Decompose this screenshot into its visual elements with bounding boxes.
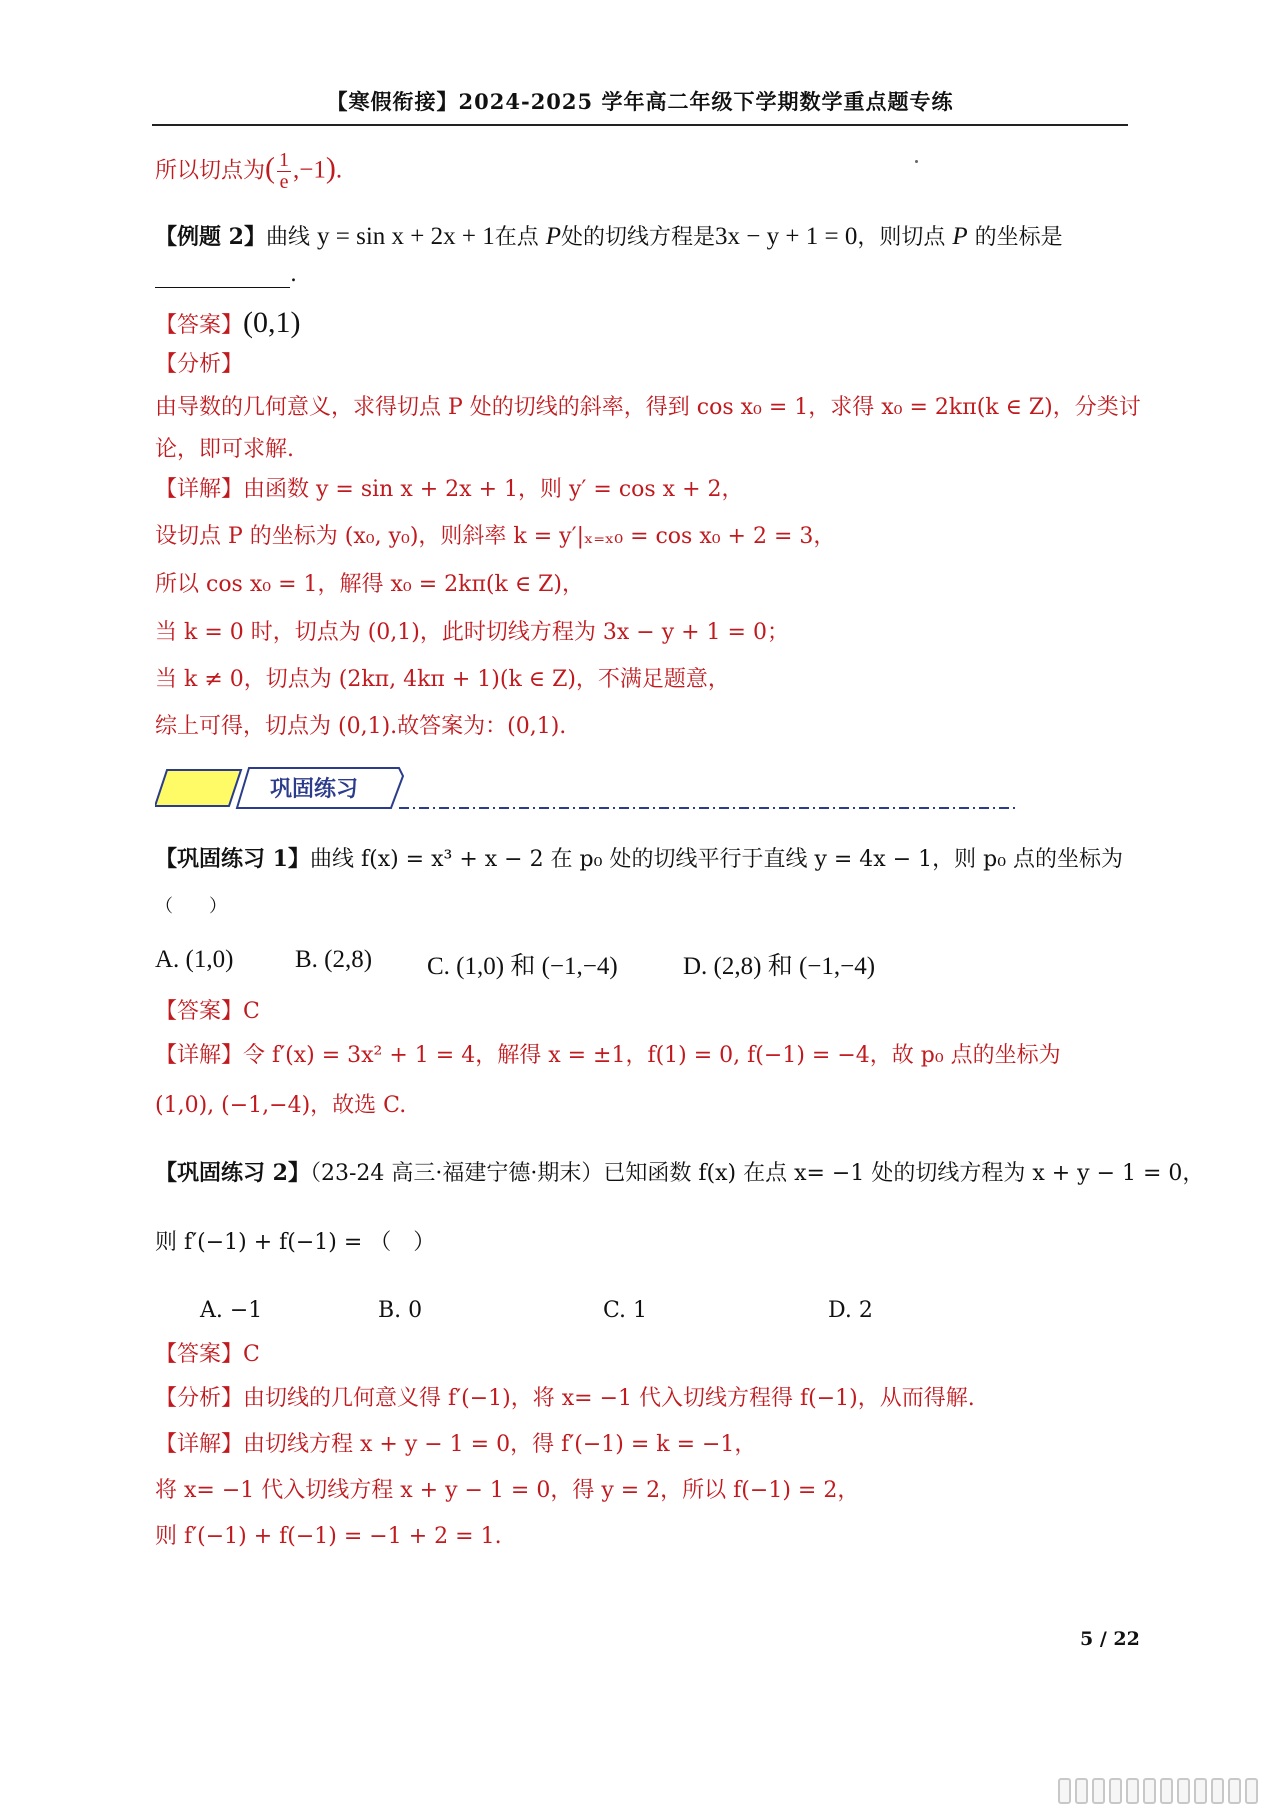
analysis-label: 【分析】 (155, 1386, 244, 1411)
practice2-answer (155, 1342, 260, 1368)
answer-blank-line: . (155, 262, 297, 288)
example2-text5: 的坐标是 (974, 225, 1063, 250)
detail-text: 由函数 y = sin x + 2x + 1，则 y′ = cos x + 2， (243, 477, 744, 502)
practice1-label: 【巩固练习 1】 (155, 846, 310, 872)
answer-value: (0,1) (243, 306, 301, 339)
fraction-numerator: 1 (279, 149, 290, 171)
practice1-detail-line2: (1,0), (−1,−4)，故选 C. (155, 1093, 407, 1118)
stray-dot (915, 160, 918, 163)
example2-analysis-label: 【分析】 (155, 352, 244, 377)
prev-conclusion-text: 所以切点为 (155, 158, 266, 184)
prev-rest: ,−1 (293, 156, 326, 184)
example2-detail-line2: 设切点 P 的坐标为 (x₀, y₀)，则斜率 k = y′|ₓ₌ₓ₀ = cos x₀ + 2 = 3， (155, 524, 836, 549)
page-header-title: 【寒假衔接】2024-2025 学年高二年级下学期数学重点题专练 (326, 89, 954, 114)
answer-value: C (243, 999, 260, 1024)
prev-conclusion: 所以切点为( $\frac{1}{e}$ ,−1). (155, 149, 343, 193)
example2-detail-line3: 所以 cos x₀ = 1，解得 x₀ = 2kπ(k ∈ Z)， (155, 572, 584, 597)
example2-label: 【例题 2】 (155, 224, 266, 250)
detail-label: 【详解】 (155, 1432, 244, 1457)
example2-answer (155, 305, 301, 341)
choice-c[interactable]: C. 1 (603, 1298, 648, 1323)
example2-detail-line6: 综上可得，切点为 (0,1).故答案为：(0,1). (155, 714, 567, 739)
example2-detail-line1 (155, 477, 744, 503)
choice-d[interactable]: D. (2,8) 和 (−1,−4) (683, 953, 876, 980)
example2-point-p-2: P (952, 223, 968, 250)
choice-c[interactable]: C. (1,0) 和 (−1,−4) (427, 953, 618, 980)
answer-label: 【答案】 (155, 1342, 244, 1367)
choice-b[interactable]: B. (2,8) (295, 946, 373, 973)
practice1-choices (155, 946, 1055, 980)
analysis-text: 由切线的几何意义得 f′(−1)，将 x= −1 代入切线方程得 f(−1)，从而得解. (243, 1386, 975, 1411)
detail-text: 由切线方程 x + y − 1 = 0，得 f′(−1) = k = −1， (243, 1432, 757, 1457)
practice2-analysis (155, 1386, 975, 1412)
section-title: 巩固练习 (270, 776, 359, 802)
answer-label: 【答案】 (155, 999, 244, 1024)
practice1-stem-text: 曲线 f(x) = x³ + x − 2 在 p₀ 处的切线平行于直线 y = 4x − 1，则 p₀ 点的坐标为 (309, 847, 1124, 872)
page-number: 5 / 22 (1080, 1628, 1140, 1650)
header-rule (152, 124, 1128, 126)
choice-a[interactable]: A. −1 (200, 1298, 263, 1323)
detail-label: 【详解】 (155, 477, 244, 502)
practice2-stem2: 则 f′(−1) + f(−1) = （ ） (155, 1230, 436, 1255)
choice-b[interactable]: B. 0 (378, 1298, 423, 1323)
section-banner (155, 762, 1015, 818)
example2-detail-line5: 当 k ≠ 0，切点为 (2kπ, 4kπ + 1)(k ∈ Z)，不满足题意， (155, 667, 730, 692)
practice1-stem (155, 846, 1123, 873)
practice1-answer (155, 999, 260, 1025)
detail-label: 【详解】 (155, 1043, 244, 1068)
example2-analysis-line1: 由导数的几何意义，求得切点 P 处的切线的斜率，得到 cos x₀ = 1，求得 x₀ = 2kπ(k ∈ Z)，分类讨 (155, 395, 1141, 420)
fraction (277, 150, 291, 193)
example2-text1: 曲线 (265, 225, 310, 250)
practice2-stem (155, 1160, 1204, 1187)
answer-label: 【答案】 (155, 313, 244, 338)
answer-blank (155, 267, 290, 288)
example2-text2: 在点 (494, 225, 539, 250)
example2-text4: ，则切点 (857, 225, 946, 250)
example2-stem (155, 222, 1063, 252)
fraction-denominator: e (279, 171, 289, 193)
choice-a[interactable]: A. (1,0) (155, 946, 234, 973)
practice2-stem-text: （23-24 高三·福建宁德·期末）已知函数 f(x) 在点 x= −1 处的切线方程为 x + y − 1 = 0， (309, 1161, 1205, 1186)
practice1-paren: （ ） (155, 896, 227, 917)
practice2-detail-line3: 则 f′(−1) + f(−1) = −1 + 2 = 1. (155, 1524, 502, 1549)
example2-eq2: 3x − y + 1 = 0 (715, 223, 858, 250)
example2-detail-line4: 当 k = 0 时，切点为 (0,1)，此时切线方程为 3x − y + 1 = 0； (155, 620, 789, 645)
practice2-choices (200, 1298, 980, 1332)
example2-analysis-line2: 论，即可求解. (155, 437, 294, 462)
watermark-bars (1058, 1770, 1258, 1804)
example2-point-p: P (545, 223, 562, 250)
detail-text: 令 f′(x) = 3x² + 1 = 4，解得 x = ±1，f(1) = 0, f(−1) = −4，故 p₀ 点的坐标为 (243, 1043, 1061, 1068)
practice2-detail-line2: 将 x= −1 代入切线方程 x + y − 1 = 0，得 y = 2，所以 f(−1) = 2， (155, 1478, 860, 1503)
choice-d[interactable]: D. 2 (828, 1298, 873, 1323)
answer-value: C (243, 1342, 260, 1367)
practice2-detail-line1 (155, 1432, 756, 1458)
example2-eq1: y = sin x + 2x + 1 (316, 223, 495, 250)
practice1-detail-line1 (155, 1043, 1061, 1069)
practice2-label: 【巩固练习 2】 (155, 1160, 310, 1186)
example2-text3: 处的切线方程是 (561, 225, 716, 250)
